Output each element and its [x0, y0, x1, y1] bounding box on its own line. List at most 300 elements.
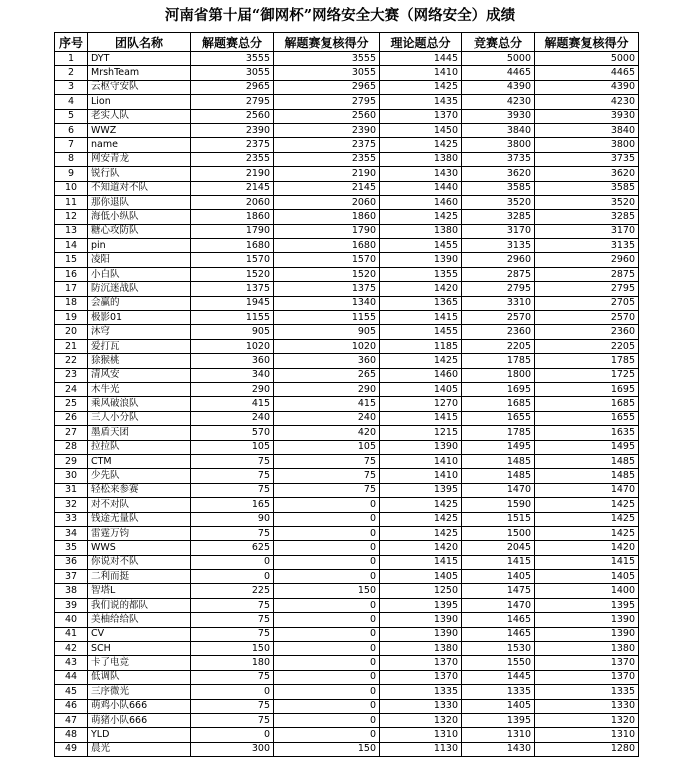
table-row	[55, 713, 639, 727]
rank-cell: 19	[55, 311, 88, 325]
solve-total-cell: 290	[191, 382, 274, 396]
solve-review-cell: 0	[274, 713, 380, 727]
solve-review-final-cell: 4465	[535, 66, 639, 80]
team-name-cell: MrshTeam	[88, 66, 191, 80]
table-row	[55, 138, 639, 152]
header-solve-total: 解题赛总分	[191, 33, 274, 52]
contest-total-cell: 1415	[462, 555, 535, 569]
solve-total-cell: 0	[191, 570, 274, 584]
table-row	[55, 296, 639, 310]
rank-cell: 24	[55, 382, 88, 396]
table-row	[55, 66, 639, 80]
theory-total-cell: 1395	[380, 598, 462, 612]
solve-review-final-cell: 3585	[535, 181, 639, 195]
solve-total-cell: 1520	[191, 267, 274, 281]
theory-total-cell: 1380	[380, 224, 462, 238]
contest-total-cell: 1310	[462, 728, 535, 742]
rank-cell: 2	[55, 66, 88, 80]
contest-total-cell: 1800	[462, 368, 535, 382]
theory-total-cell: 1415	[380, 411, 462, 425]
solve-review-cell: 0	[274, 512, 380, 526]
rank-cell: 47	[55, 713, 88, 727]
solve-total-cell: 2375	[191, 138, 274, 152]
solve-review-final-cell: 1485	[535, 454, 639, 468]
contest-total-cell: 2875	[462, 267, 535, 281]
solve-review-cell: 0	[274, 570, 380, 584]
table-row	[55, 440, 639, 454]
team-name-cell: DYT	[88, 52, 191, 66]
table-row	[55, 570, 639, 584]
solve-total-cell: 1020	[191, 339, 274, 353]
table-row	[55, 526, 639, 540]
table-row	[55, 483, 639, 497]
solve-total-cell: 300	[191, 742, 274, 756]
team-name-cell: 三人小分队	[88, 411, 191, 425]
table-row	[55, 627, 639, 641]
table-row	[55, 469, 639, 483]
solve-review-final-cell: 1400	[535, 584, 639, 598]
team-name-cell: 狳猴桃	[88, 354, 191, 368]
rank-cell: 43	[55, 656, 88, 670]
solve-review-cell: 1155	[274, 311, 380, 325]
theory-total-cell: 1390	[380, 253, 462, 267]
solve-review-cell: 1790	[274, 224, 380, 238]
theory-total-cell: 1380	[380, 152, 462, 166]
contest-total-cell: 1485	[462, 469, 535, 483]
theory-total-cell: 1310	[380, 728, 462, 742]
solve-total-cell: 1375	[191, 282, 274, 296]
theory-total-cell: 1380	[380, 642, 462, 656]
solve-review-final-cell: 4390	[535, 80, 639, 94]
contest-total-cell: 3840	[462, 123, 535, 137]
page-title: 河南省第十届“御网杯”网络安全大赛（网络安全）成绩	[164, 7, 516, 24]
solve-review-cell: 0	[274, 598, 380, 612]
rank-cell: 36	[55, 555, 88, 569]
rank-cell: 1	[55, 52, 88, 66]
solve-total-cell: 75	[191, 454, 274, 468]
solve-total-cell: 1155	[191, 311, 274, 325]
solve-review-cell: 2060	[274, 195, 380, 209]
solve-total-cell: 75	[191, 469, 274, 483]
theory-total-cell: 1435	[380, 95, 462, 109]
contest-total-cell: 1405	[462, 699, 535, 713]
solve-review-final-cell: 1425	[535, 498, 639, 512]
contest-total-cell: 2205	[462, 339, 535, 353]
theory-total-cell: 1330	[380, 699, 462, 713]
solve-review-final-cell: 1370	[535, 670, 639, 684]
results-body	[55, 52, 639, 757]
table-row	[55, 382, 639, 396]
table-row	[55, 728, 639, 742]
team-name-cell: 二利而挺	[88, 570, 191, 584]
team-name-cell: 老实人队	[88, 109, 191, 123]
table-row	[55, 152, 639, 166]
solve-total-cell: 225	[191, 584, 274, 598]
theory-total-cell: 1390	[380, 613, 462, 627]
theory-total-cell: 1215	[380, 426, 462, 440]
team-name-cell: 那你退队	[88, 195, 191, 209]
contest-total-cell: 3735	[462, 152, 535, 166]
team-name-cell: 凌阳	[88, 253, 191, 267]
solve-review-cell: 2190	[274, 167, 380, 181]
rank-cell: 23	[55, 368, 88, 382]
contest-total-cell: 3285	[462, 210, 535, 224]
solve-review-final-cell: 1395	[535, 598, 639, 612]
table-row	[55, 742, 639, 756]
solve-review-final-cell: 1390	[535, 627, 639, 641]
team-name-cell: 你说对不队	[88, 555, 191, 569]
theory-total-cell: 1425	[380, 526, 462, 540]
table-row	[55, 210, 639, 224]
theory-total-cell: 1370	[380, 109, 462, 123]
rank-cell: 7	[55, 138, 88, 152]
solve-review-final-cell: 1330	[535, 699, 639, 713]
contest-total-cell: 1445	[462, 670, 535, 684]
rank-cell: 22	[55, 354, 88, 368]
solve-review-cell: 1340	[274, 296, 380, 310]
rank-cell: 38	[55, 584, 88, 598]
solve-review-final-cell: 1370	[535, 656, 639, 670]
solve-total-cell: 90	[191, 512, 274, 526]
solve-review-final-cell: 1390	[535, 613, 639, 627]
solve-total-cell: 1680	[191, 239, 274, 253]
table-row	[55, 123, 639, 137]
contest-total-cell: 1655	[462, 411, 535, 425]
rank-cell: 41	[55, 627, 88, 641]
solve-review-cell: 3055	[274, 66, 380, 80]
solve-review-cell: 1375	[274, 282, 380, 296]
rank-cell: 39	[55, 598, 88, 612]
team-name-cell: 美柚给给队	[88, 613, 191, 627]
solve-review-cell: 0	[274, 498, 380, 512]
solve-total-cell: 0	[191, 685, 274, 699]
theory-total-cell: 1355	[380, 267, 462, 281]
contest-total-cell: 1590	[462, 498, 535, 512]
solve-total-cell: 240	[191, 411, 274, 425]
table-row	[55, 267, 639, 281]
theory-total-cell: 1395	[380, 483, 462, 497]
table-row	[55, 311, 639, 325]
table-row	[55, 584, 639, 598]
team-name-cell: 卡了电竞	[88, 656, 191, 670]
rank-cell: 14	[55, 239, 88, 253]
contest-total-cell: 4465	[462, 66, 535, 80]
contest-total-cell: 4230	[462, 95, 535, 109]
solve-review-final-cell: 2360	[535, 325, 639, 339]
solve-total-cell: 2190	[191, 167, 274, 181]
rank-cell: 40	[55, 613, 88, 627]
table-row	[55, 181, 639, 195]
theory-total-cell: 1420	[380, 541, 462, 555]
solve-review-final-cell: 1335	[535, 685, 639, 699]
solve-review-cell: 105	[274, 440, 380, 454]
team-name-cell: 对不对队	[88, 498, 191, 512]
solve-review-cell: 0	[274, 685, 380, 699]
solve-review-final-cell: 1415	[535, 555, 639, 569]
solve-total-cell: 3055	[191, 66, 274, 80]
theory-total-cell: 1130	[380, 742, 462, 756]
solve-total-cell: 75	[191, 713, 274, 727]
solve-total-cell: 105	[191, 440, 274, 454]
table-row	[55, 95, 639, 109]
solve-review-cell: 150	[274, 584, 380, 598]
solve-review-cell: 420	[274, 426, 380, 440]
team-name-cell: 不知道对不队	[88, 181, 191, 195]
solve-review-cell: 360	[274, 354, 380, 368]
rank-cell: 48	[55, 728, 88, 742]
solve-review-final-cell: 2795	[535, 282, 639, 296]
theory-total-cell: 1370	[380, 656, 462, 670]
rank-cell: 6	[55, 123, 88, 137]
team-name-cell: 锐行队	[88, 167, 191, 181]
solve-review-final-cell: 4230	[535, 95, 639, 109]
team-name-cell: 晨光	[88, 742, 191, 756]
table-row	[55, 411, 639, 425]
solve-total-cell: 180	[191, 656, 274, 670]
rank-cell: 30	[55, 469, 88, 483]
contest-total-cell: 1550	[462, 656, 535, 670]
solve-total-cell: 415	[191, 397, 274, 411]
solve-review-cell: 2560	[274, 109, 380, 123]
solve-review-cell: 2145	[274, 181, 380, 195]
team-name-cell: YLD	[88, 728, 191, 742]
solve-review-cell: 2375	[274, 138, 380, 152]
solve-review-cell: 2965	[274, 80, 380, 94]
team-name-cell: 轻松来参赛	[88, 483, 191, 497]
solve-total-cell: 165	[191, 498, 274, 512]
table-row	[55, 80, 639, 94]
solve-review-cell: 75	[274, 469, 380, 483]
contest-total-cell: 1430	[462, 742, 535, 756]
table-row	[55, 656, 639, 670]
contest-total-cell: 3520	[462, 195, 535, 209]
solve-review-cell: 2795	[274, 95, 380, 109]
contest-total-cell: 3620	[462, 167, 535, 181]
team-name-cell: 萌鸡小队666	[88, 699, 191, 713]
contest-total-cell: 3585	[462, 181, 535, 195]
solve-total-cell: 625	[191, 541, 274, 555]
solve-review-cell: 1860	[274, 210, 380, 224]
rank-cell: 27	[55, 426, 88, 440]
contest-total-cell: 3310	[462, 296, 535, 310]
team-name-cell: 糖心攻防队	[88, 224, 191, 238]
team-name-cell: WWZ	[88, 123, 191, 137]
team-name-cell: 极影01	[88, 311, 191, 325]
solve-review-cell: 75	[274, 454, 380, 468]
solve-review-final-cell: 2570	[535, 311, 639, 325]
solve-review-cell: 3555	[274, 52, 380, 66]
solve-review-cell: 1680	[274, 239, 380, 253]
team-name-cell: SCH	[88, 642, 191, 656]
theory-total-cell: 1405	[380, 382, 462, 396]
theory-total-cell: 1320	[380, 713, 462, 727]
results-table	[54, 32, 639, 757]
solve-total-cell: 905	[191, 325, 274, 339]
solve-total-cell: 2145	[191, 181, 274, 195]
team-name-cell: pin	[88, 239, 191, 253]
rank-cell: 5	[55, 109, 88, 123]
rank-cell: 37	[55, 570, 88, 584]
rank-cell: 26	[55, 411, 88, 425]
table-row	[55, 454, 639, 468]
rank-cell: 16	[55, 267, 88, 281]
theory-total-cell: 1365	[380, 296, 462, 310]
solve-review-cell: 415	[274, 397, 380, 411]
team-name-cell: 木牛光	[88, 382, 191, 396]
rank-cell: 11	[55, 195, 88, 209]
solve-total-cell: 570	[191, 426, 274, 440]
table-row	[55, 109, 639, 123]
solve-review-final-cell: 1310	[535, 728, 639, 742]
rank-cell: 21	[55, 339, 88, 353]
rank-cell: 15	[55, 253, 88, 267]
solve-review-final-cell: 1280	[535, 742, 639, 756]
team-name-cell: 云枢守安队	[88, 80, 191, 94]
solve-review-cell: 0	[274, 728, 380, 742]
solve-review-final-cell: 3735	[535, 152, 639, 166]
team-name-cell: 低调队	[88, 670, 191, 684]
contest-total-cell: 3170	[462, 224, 535, 238]
solve-review-final-cell: 1635	[535, 426, 639, 440]
theory-total-cell: 1390	[380, 440, 462, 454]
theory-total-cell: 1440	[380, 181, 462, 195]
theory-total-cell: 1405	[380, 570, 462, 584]
team-name-cell: name	[88, 138, 191, 152]
table-row	[55, 224, 639, 238]
team-name-cell: 防沉迷战队	[88, 282, 191, 296]
contest-total-cell: 1465	[462, 613, 535, 627]
contest-total-cell: 1530	[462, 642, 535, 656]
table-row	[55, 397, 639, 411]
solve-total-cell: 2060	[191, 195, 274, 209]
table-row	[55, 598, 639, 612]
table-row	[55, 325, 639, 339]
theory-total-cell: 1425	[380, 498, 462, 512]
solve-review-cell: 150	[274, 742, 380, 756]
team-name-cell: 少先队	[88, 469, 191, 483]
theory-total-cell: 1460	[380, 368, 462, 382]
theory-total-cell: 1445	[380, 52, 462, 66]
contest-total-cell: 2960	[462, 253, 535, 267]
table-row	[55, 685, 639, 699]
contest-total-cell: 1500	[462, 526, 535, 540]
solve-review-final-cell: 1725	[535, 368, 639, 382]
theory-total-cell: 1425	[380, 512, 462, 526]
table-row	[55, 368, 639, 382]
rank-cell: 45	[55, 685, 88, 699]
rank-cell: 42	[55, 642, 88, 656]
table-row	[55, 642, 639, 656]
rank-cell: 17	[55, 282, 88, 296]
solve-review-cell: 0	[274, 642, 380, 656]
rank-cell: 13	[55, 224, 88, 238]
team-name-cell: CV	[88, 627, 191, 641]
theory-total-cell: 1425	[380, 80, 462, 94]
team-name-cell: 清风安	[88, 368, 191, 382]
table-row	[55, 555, 639, 569]
team-name-cell: 智塔L	[88, 584, 191, 598]
solve-review-final-cell: 1405	[535, 570, 639, 584]
contest-total-cell: 1785	[462, 426, 535, 440]
theory-total-cell: 1270	[380, 397, 462, 411]
table-row	[55, 613, 639, 627]
contest-total-cell: 3135	[462, 239, 535, 253]
solve-review-final-cell: 1425	[535, 526, 639, 540]
solve-review-cell: 1020	[274, 339, 380, 353]
rank-cell: 20	[55, 325, 88, 339]
rank-cell: 3	[55, 80, 88, 94]
solve-review-cell: 0	[274, 613, 380, 627]
header-row	[55, 33, 639, 52]
theory-total-cell: 1410	[380, 469, 462, 483]
theory-total-cell: 1425	[380, 138, 462, 152]
solve-total-cell: 2390	[191, 123, 274, 137]
team-name-cell: 墨盾天团	[88, 426, 191, 440]
solve-review-final-cell: 5000	[535, 52, 639, 66]
rank-cell: 18	[55, 296, 88, 310]
contest-total-cell: 1395	[462, 713, 535, 727]
header-team-name: 团队名称	[88, 33, 191, 52]
solve-total-cell: 75	[191, 526, 274, 540]
theory-total-cell: 1390	[380, 627, 462, 641]
solve-total-cell: 75	[191, 699, 274, 713]
rank-cell: 28	[55, 440, 88, 454]
team-name-cell: 萌猪小队666	[88, 713, 191, 727]
team-name-cell: 钱途无量队	[88, 512, 191, 526]
rank-cell: 25	[55, 397, 88, 411]
solve-review-final-cell: 3800	[535, 138, 639, 152]
theory-total-cell: 1455	[380, 239, 462, 253]
table-row	[55, 52, 639, 66]
theory-total-cell: 1455	[380, 325, 462, 339]
theory-total-cell: 1335	[380, 685, 462, 699]
solve-review-cell: 290	[274, 382, 380, 396]
solve-review-final-cell: 3135	[535, 239, 639, 253]
solve-review-final-cell: 1425	[535, 512, 639, 526]
theory-total-cell: 1185	[380, 339, 462, 353]
solve-review-final-cell: 1320	[535, 713, 639, 727]
rank-cell: 34	[55, 526, 88, 540]
solve-review-cell: 240	[274, 411, 380, 425]
table-row	[55, 253, 639, 267]
solve-review-final-cell: 1695	[535, 382, 639, 396]
table-row	[55, 239, 639, 253]
table-row	[55, 512, 639, 526]
solve-review-cell: 0	[274, 555, 380, 569]
contest-total-cell: 2795	[462, 282, 535, 296]
theory-total-cell: 1420	[380, 282, 462, 296]
team-name-cell: 乘风破浪队	[88, 397, 191, 411]
theory-total-cell: 1425	[380, 354, 462, 368]
solve-review-cell: 0	[274, 670, 380, 684]
team-name-cell: 沐穹	[88, 325, 191, 339]
solve-review-final-cell: 1380	[535, 642, 639, 656]
contest-total-cell: 1470	[462, 598, 535, 612]
solve-review-final-cell: 2875	[535, 267, 639, 281]
theory-total-cell: 1415	[380, 311, 462, 325]
solve-review-cell: 2390	[274, 123, 380, 137]
rank-cell: 32	[55, 498, 88, 512]
solve-total-cell: 2355	[191, 152, 274, 166]
team-name-cell: 小白队	[88, 267, 191, 281]
solve-total-cell: 1570	[191, 253, 274, 267]
contest-total-cell: 5000	[462, 52, 535, 66]
solve-total-cell: 75	[191, 670, 274, 684]
solve-review-final-cell: 3840	[535, 123, 639, 137]
contest-total-cell: 1405	[462, 570, 535, 584]
rank-cell: 12	[55, 210, 88, 224]
team-name-cell: 爱打瓦	[88, 339, 191, 353]
